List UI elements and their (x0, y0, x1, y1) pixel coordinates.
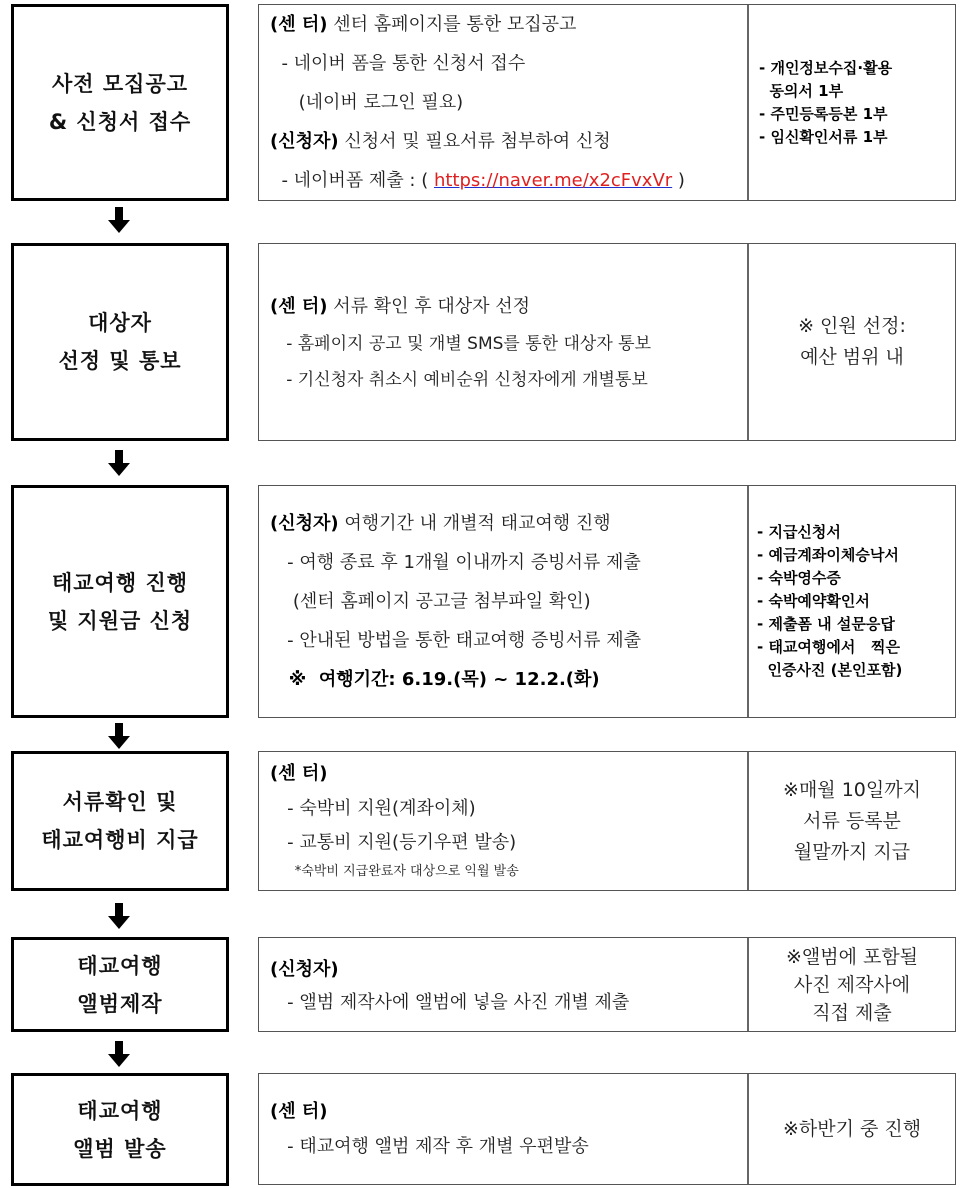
document-item: - 주민등록등본 1부 (759, 104, 888, 123)
footnote-text: *숙박비 지급완료자 대상으로 익월 발송 (270, 864, 519, 879)
step-description (259, 752, 749, 890)
step-label-box (11, 751, 229, 891)
step-content-box (258, 751, 956, 891)
naver-form-link[interactable]: https://naver.me/x2cFvxVr (433, 170, 673, 191)
description-text: (센터 홈페이지 공고글 첨부파일 확인) (270, 591, 591, 612)
description-text: 센터 홈페이지를 통한 모집공고 (327, 14, 577, 35)
step-label: 사전 모집공고 (51, 71, 189, 96)
note-text: 예산 범위 내 (800, 346, 904, 368)
description-text: - 네이버 폼을 통한 신청서 접수 (270, 53, 526, 74)
description-text: 신청서 및 필요서류 첨부하여 신청 (338, 131, 611, 152)
down-arrow-icon (108, 1041, 130, 1067)
side-note (749, 752, 955, 890)
description-text: ) (672, 170, 685, 191)
description-text: - 안내된 방법을 통한 태교여행 증빙서류 제출 (270, 630, 641, 651)
step-label-box (11, 4, 229, 201)
step-description (259, 1074, 749, 1184)
description-text: 여행기간 내 개별적 태교여행 진행 (338, 513, 611, 534)
description-text: 서류 확인 후 대상자 선정 (327, 295, 530, 317)
description-text: - 기신청자 취소시 예비순위 신청자에게 개별통보 (270, 369, 648, 390)
description-text: - 숙박비 지원(계좌이체) (270, 798, 476, 819)
travel-period: ※ 여행기간: 6.19.(목) ~ 12.2.(화) (270, 669, 600, 690)
role-label: (신청자) (270, 131, 339, 152)
description-text: - 태교여행 앨범 제작 후 개별 우편발송 (270, 1136, 589, 1157)
note-text: ※매월 10일까지 (783, 778, 921, 801)
description-text: (네이버 로그인 필요) (270, 92, 464, 113)
note-text: 서류 등록분 (803, 809, 901, 832)
step-content-box (258, 243, 956, 441)
step-label: 대상자 (88, 311, 152, 335)
description-text: - 홈페이지 공고 및 개별 SMS를 통한 대상자 통보 (270, 333, 651, 354)
step-label: 태교여행비 지급 (41, 828, 199, 852)
down-arrow-icon (108, 450, 130, 476)
side-note (749, 1074, 955, 1184)
document-item: - 개인정보수집·활용 (759, 58, 893, 77)
document-item: - 지급신청서 (757, 523, 841, 541)
down-arrow-icon (108, 207, 130, 233)
description-text: - 앨범 제작사에 앨범에 넣을 사진 개별 제출 (270, 991, 630, 1013)
required-documents (749, 486, 955, 717)
document-item: - 임신확인서류 1부 (759, 127, 888, 146)
step-label-box (11, 485, 229, 718)
step-label-box (11, 937, 229, 1032)
side-note (749, 938, 955, 1031)
side-note (749, 244, 955, 440)
description-text: - 여행 종료 후 1개월 이내까지 증빙서류 제출 (270, 552, 641, 573)
step-label: 태교여행 진행 (51, 570, 189, 595)
step-label: 앨범 발송 (73, 1136, 167, 1161)
description-text: - 교통비 지원(등기우편 발송) (270, 832, 517, 853)
step-content-box (258, 1073, 956, 1185)
document-item: - 숙박영수증 (757, 569, 841, 587)
step-label-box (11, 1073, 229, 1186)
step-description (259, 5, 749, 200)
document-item: 인증사진 (본인포함) (757, 661, 903, 679)
required-documents (749, 5, 955, 200)
step-label-box (11, 243, 229, 441)
step-description (259, 938, 749, 1031)
document-item: - 제출폼 내 설문응답 (757, 615, 895, 633)
role-label: (신청자) (270, 513, 339, 534)
note-text: 월말까지 지급 (793, 840, 911, 863)
description-text: - 네이버폼 제출 : ( (270, 170, 434, 191)
role-label: (센 터) (270, 14, 328, 35)
step-description (259, 486, 749, 717)
step-label: 태교여행 (77, 1098, 163, 1123)
role-label: (센 터) (270, 295, 328, 317)
document-item: - 태교여행에서 찍은 (757, 638, 901, 656)
note-text: 사진 제작사에 (793, 973, 911, 996)
role-label: (센 터) (270, 763, 328, 784)
document-item: - 숙박예약확인서 (757, 592, 870, 610)
step-label: 서류확인 및 (62, 790, 178, 814)
note-text: 직접 제출 (812, 1001, 892, 1024)
step-label: 태교여행 (77, 953, 163, 978)
step-content-box (258, 937, 956, 1032)
document-item: - 예금계좌이체승낙서 (757, 546, 899, 564)
role-label: (센 터) (270, 1101, 328, 1122)
step-label: & 신청서 접수 (48, 109, 192, 134)
role-label: (신청자) (270, 958, 339, 980)
note-text: ※ 인원 선정: (798, 315, 906, 337)
step-content-box (258, 4, 956, 201)
step-label: 앨범제작 (77, 991, 163, 1016)
step-label: 선정 및 통보 (58, 349, 182, 373)
step-description (259, 244, 749, 440)
note-text: ※하반기 중 진행 (782, 1117, 922, 1140)
step-content-box (258, 485, 956, 718)
note-text: ※앨범에 포함될 (785, 945, 919, 968)
down-arrow-icon (108, 723, 130, 749)
step-label: 및 지원금 신청 (47, 608, 193, 633)
document-item: 동의서 1부 (759, 81, 844, 100)
down-arrow-icon (108, 903, 130, 929)
